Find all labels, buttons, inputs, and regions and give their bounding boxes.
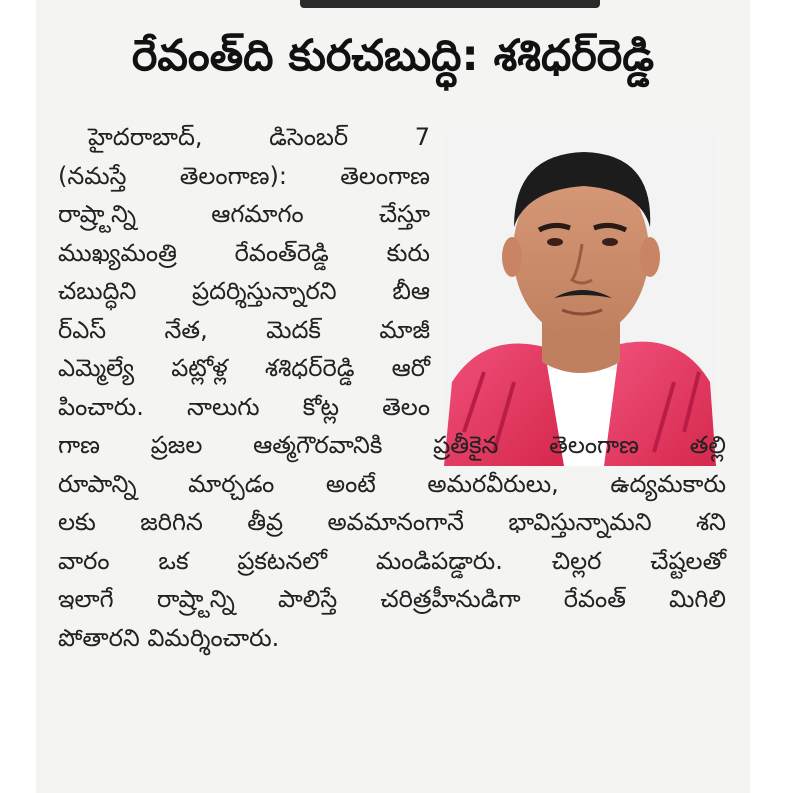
body-line: ర్‌ఎస్‌ నేత, మెదక్‌ మాజీ [58,315,430,344]
body-line: గాణ ప్రజల ఆత్మగౌరవానికి ప్రతీకైన తెలంగాణ తల్లి [58,431,726,459]
body-line: చబుద్ధిని ప్రదర్శిస్తున్నారని బీఆ [58,277,430,305]
body-line: (నమస్తే తెలంగాణ): తెలంగాణ [58,161,430,190]
body-line: హైదరాబాద్‌, డిసెంబర్‌ 7 [88,123,430,151]
article-body [58,118,726,657]
previous-article-remnant [300,0,600,8]
body-line: వారం ఒక ప్రకటనలో మండిపడ్డారు. చిల్లర చేష్టలతో [58,546,726,575]
body-line: ఎమ్మెల్యే పట్లోళ్ల శశిధర్‌రెడ్డి ఆరో [58,354,430,382]
body-line: ఇలాగే రాష్ర్టాన్ని పాలిస్తే చరిత్రహీనుడిగా రేవంత్‌ మిగిలి [58,585,726,613]
body-line: పోతారని విమర్శించారు. [58,623,280,652]
body-line: పించారు. నాలుగు కోట్ల తెలం [58,392,430,421]
right-margin [750,0,800,793]
body-line: రాష్ర్టాన్ని ఆగమాగం చేస్తూ [58,200,430,228]
body-line: ముఖ్యమంత్రి రేవంత్‌రెడ్డి కురు [58,238,430,267]
article-headline: రేవంత్‌ది కురచబుద్ధి: శశిధర్‌రెడ్డి [131,31,655,81]
left-margin [0,0,36,793]
body-line: రూపాన్ని మార్చడం అంటే అమరవీరులు, ఉద్యమకారు [58,469,726,498]
body-line: లకు జరిగిన తీవ్ర అవమానంగానే భావిస్తున్నామని శని [58,508,726,536]
